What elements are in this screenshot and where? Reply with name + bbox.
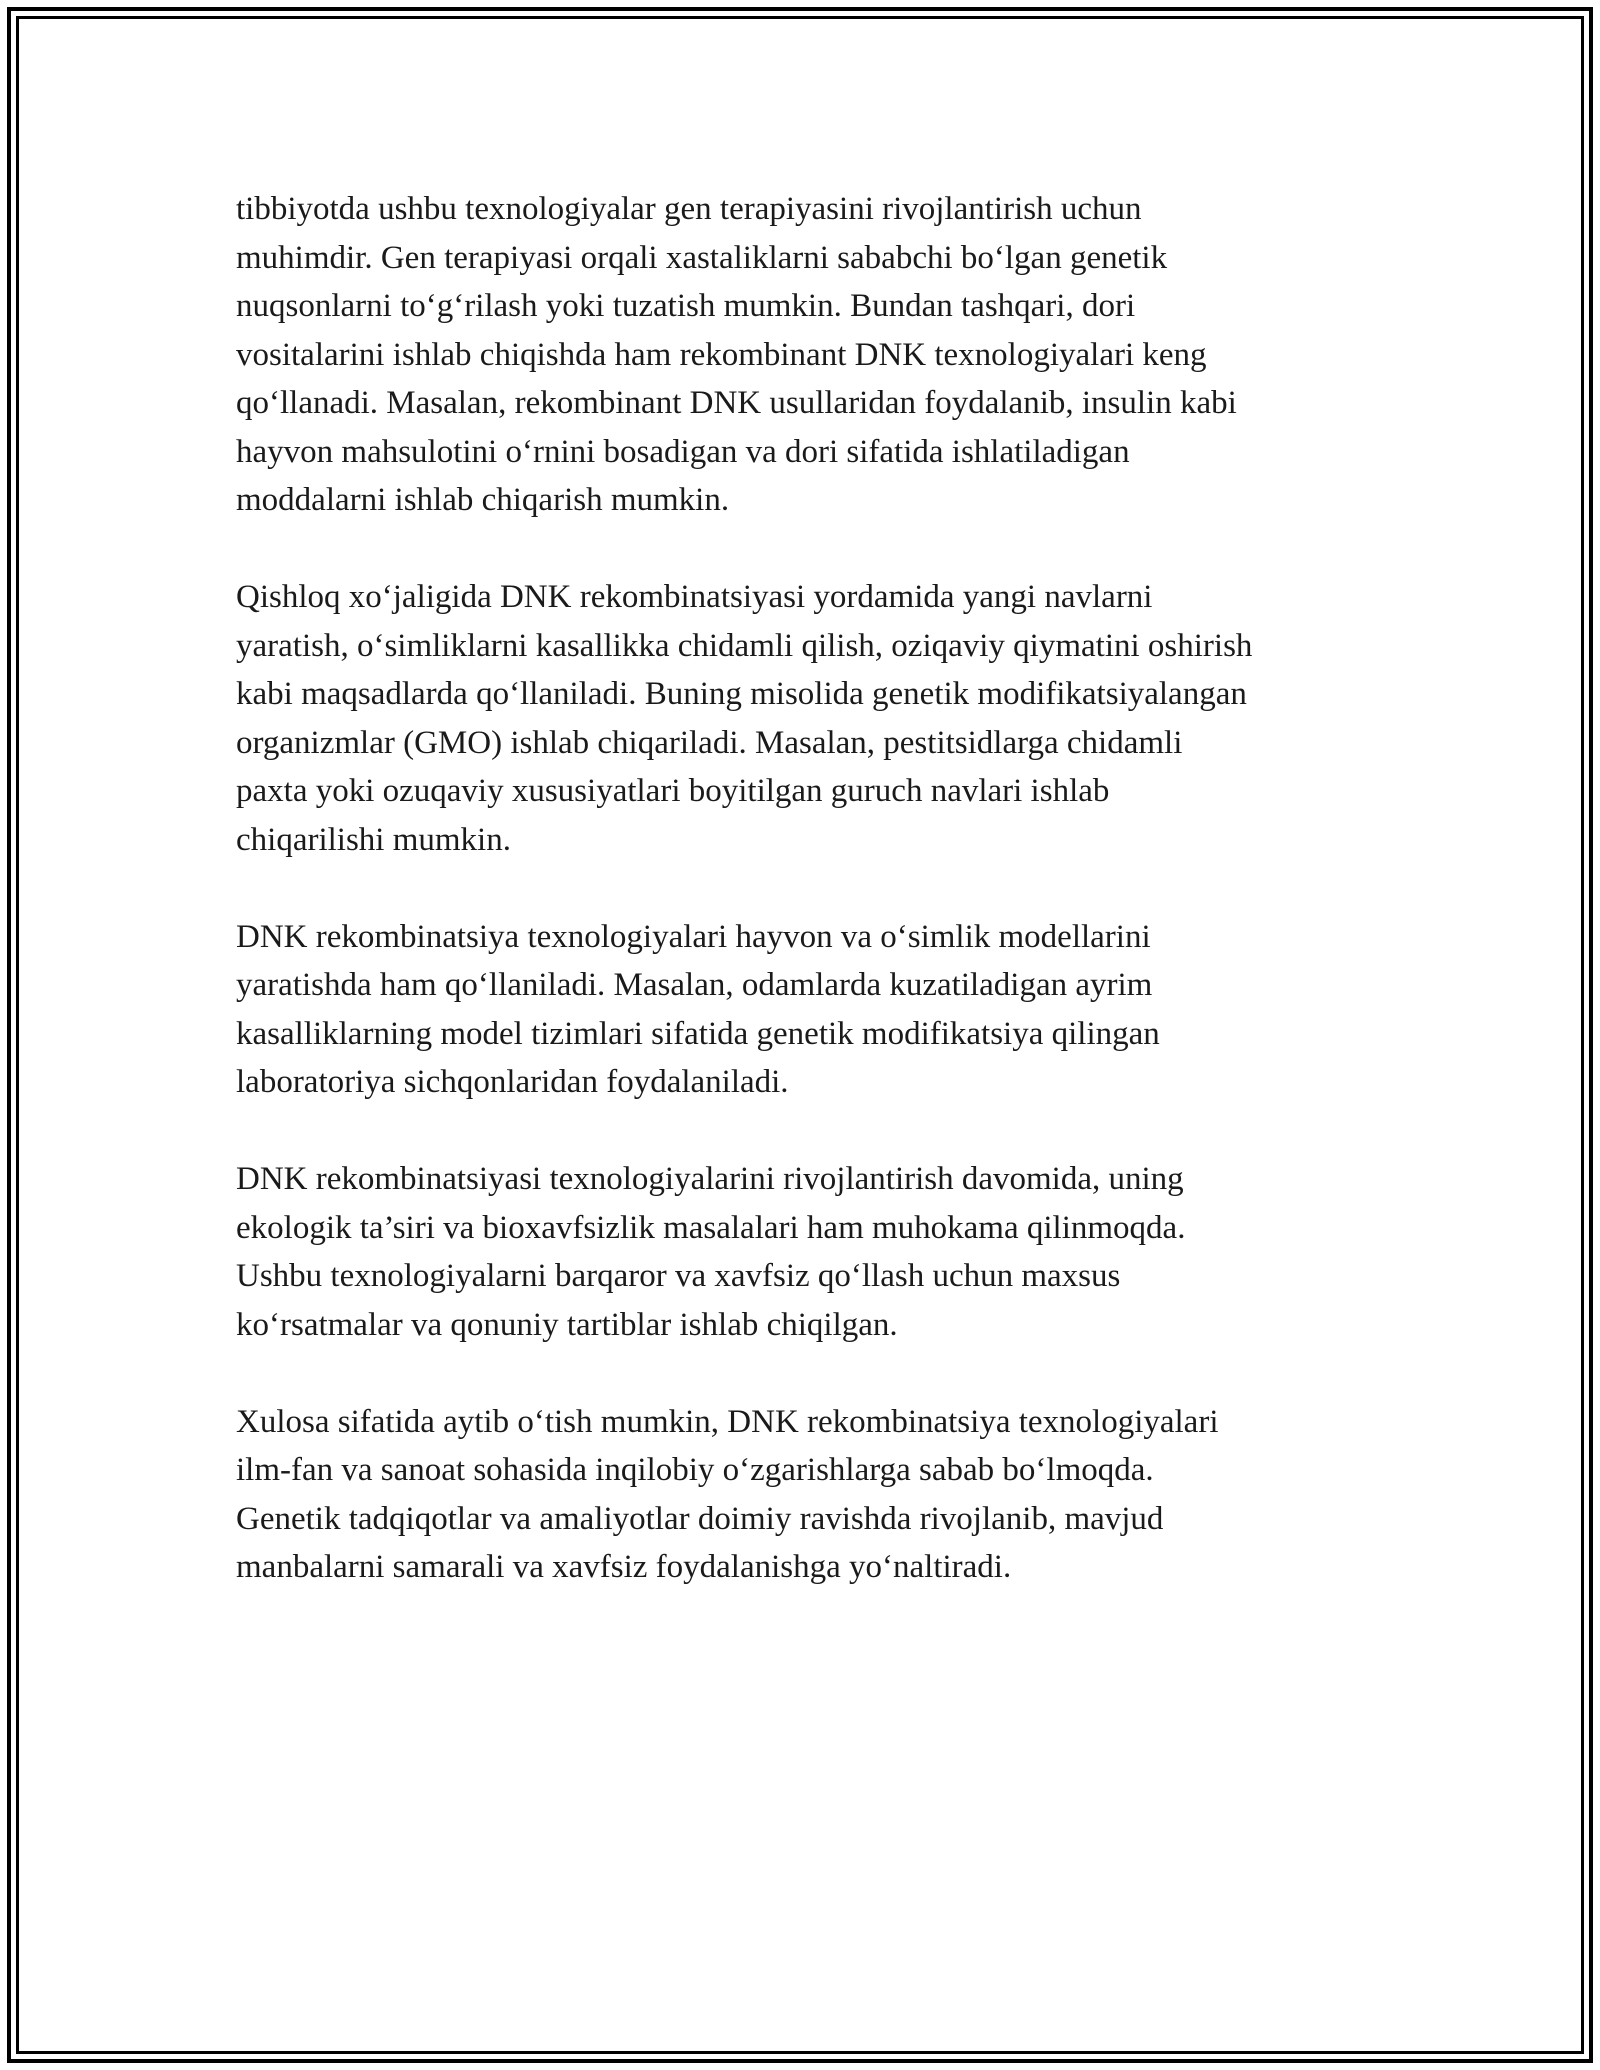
text-line: muhimdir. Gen terapiyasi orqali xastaliklarni sababchi bo‘lgan genetik — [236, 239, 1168, 276]
text-line: qo‘llanadi. Masalan, rekombinant DNK usullaridan foydalanib, insulin kabi — [236, 385, 1237, 421]
paragraph-biosafety — [236, 1155, 1386, 1349]
paragraph-medicine — [236, 185, 1386, 525]
text-line: paxta yoki ozuqaviy xususiyatlari boyitilgan guruch navlari ishlab — [236, 773, 1110, 809]
text-line: DNK rekombinatsiyasi texnologiyalarini rivojlantirish davomida, uning — [236, 1161, 1184, 1197]
text-line: manbalarni samarali va xavfsiz foydalanishga yo‘naltiradi. — [236, 1549, 1012, 1585]
text-line: chiqarilishi mumkin. — [236, 821, 511, 858]
text-line: tibbiyotda ushbu texnologiyalar gen terapiyasini rivojlantirish uchun — [236, 191, 1142, 227]
text-line: DNK rekombinatsiya texnologiyalari hayvon va o‘simlik modellarini — [236, 918, 1151, 955]
text-line: Ushbu texnologiyalarni barqaror va xavfsiz qo‘llash uchun maxsus — [236, 1258, 1121, 1294]
text-line: Xulosa sifatida aytib o‘tish mumkin, DNK rekombinatsiya texnologiyalari — [236, 1403, 1219, 1440]
text-line: moddalarni ishlab chiqarish mumkin. — [236, 482, 730, 518]
document-body — [236, 185, 1386, 1592]
paragraph-models — [236, 913, 1386, 1107]
paragraph-conclusion — [236, 1398, 1386, 1592]
text-line: ilm-fan va sanoat sohasida inqilobiy o‘zgarishlarga sabab bo‘lmoqda. — [236, 1452, 1154, 1488]
text-line: hayvon mahsulotini o‘rnini bosadigan va dori sifatida ishlatiladigan — [236, 433, 1130, 470]
text-line: kasalliklarning model tizimlari sifatida genetik modifikatsiya qilingan — [236, 1015, 1160, 1052]
text-line: ko‘rsatmalar va qonuniy tartiblar ishlab chiqilgan. — [236, 1306, 898, 1343]
text-line: Qishloq xo‘jaligida DNK rekombinatsiyasi yordamida yangi navlarni — [236, 579, 1153, 615]
text-line: ekologik ta’siri va bioxavfsizlik masalalari ham muhokama qilinmoqda. — [236, 1209, 1186, 1246]
text-line: nuqsonlarni to‘g‘rilash yoki tuzatish mumkin. Bundan tashqari, dori — [236, 288, 1136, 324]
text-line: yaratishda ham qo‘llaniladi. Masalan, odamlarda kuzatiladigan ayrim — [236, 967, 1153, 1003]
paragraph-agriculture — [236, 573, 1386, 864]
text-line: laboratoriya sichqonlaridan foydalaniladi. — [236, 1064, 789, 1100]
text-line: vositalarini ishlab chiqishda ham rekombinant DNK texnologiyalari keng — [236, 336, 1207, 373]
text-line: yaratish, o‘simliklarni kasallikka chidamli qilish, oziqaviy qiymatini oshirish — [236, 627, 1253, 664]
text-line: Genetik tadqiqotlar va amaliyotlar doimiy ravishda rivojlanib, mavjud — [236, 1500, 1164, 1537]
text-line: kabi maqsadlarda qo‘llaniladi. Buning misolida genetik modifikatsiyalangan — [236, 676, 1247, 712]
text-line: organizmlar (GMO) ishlab chiqariladi. Masalan, pestitsidlarga chidamli — [236, 724, 1183, 761]
